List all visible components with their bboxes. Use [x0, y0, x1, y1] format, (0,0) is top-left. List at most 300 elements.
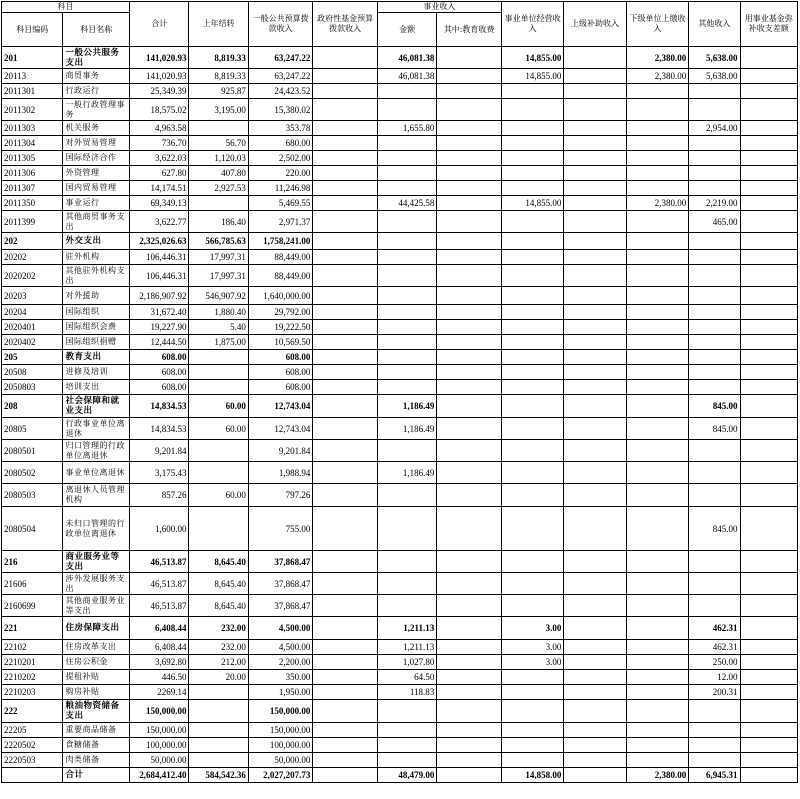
header-subject: 科目 — [2, 2, 130, 13]
cell-gov — [313, 617, 378, 640]
cell-upper — [564, 507, 626, 551]
cell-edu — [437, 99, 502, 121]
cell-lower — [626, 395, 688, 418]
cell-edu — [437, 685, 502, 700]
cell-code: 205 — [2, 350, 63, 365]
cell-total: 2,325,026.63 — [130, 233, 189, 250]
cell-name: 事业运行 — [63, 196, 130, 211]
cell-oper — [501, 462, 563, 484]
cell-upper — [564, 181, 626, 196]
table-row — [2, 723, 798, 738]
cell-other: 5,638.00 — [689, 69, 740, 84]
cell-oper: 3.00 — [501, 640, 563, 655]
cell-carry — [189, 380, 248, 395]
cell-lower — [626, 484, 688, 507]
table-row — [2, 595, 798, 617]
cell-fund — [740, 551, 797, 573]
cell-fund — [740, 305, 797, 320]
cell-total: 150,000.00 — [130, 723, 189, 738]
cell-fund — [740, 700, 797, 723]
cell-gov — [313, 320, 378, 335]
cell-amount: 1,655.80 — [377, 121, 436, 136]
cell-upper — [564, 418, 626, 440]
cell-total: 6,408.44 — [130, 617, 189, 640]
cell-code: 2050803 — [2, 380, 63, 395]
cell-other: 845.00 — [689, 418, 740, 440]
table-row — [2, 335, 798, 350]
cell-upper — [564, 211, 626, 233]
cell-general: 1,950.00 — [248, 685, 313, 700]
cell-lower — [626, 670, 688, 685]
cell-gov — [313, 462, 378, 484]
cell-edu — [437, 700, 502, 723]
cell-carry: 8,645.40 — [189, 595, 248, 617]
cell-name: 未归口管理的行政单位离退休 — [63, 507, 130, 551]
cell-oper — [501, 753, 563, 768]
cell-lower — [626, 99, 688, 121]
cell-edu — [437, 166, 502, 181]
cell-fund — [740, 365, 797, 380]
cell-name: 外资管理 — [63, 166, 130, 181]
cell-fund — [740, 507, 797, 551]
cell-lower: 2,380.00 — [626, 196, 688, 211]
cell-carry: 407.80 — [189, 166, 248, 181]
cell-edu — [437, 320, 502, 335]
cell-code: 20805 — [2, 418, 63, 440]
cell-total: 106,446.31 — [130, 250, 189, 265]
cell-fund — [740, 196, 797, 211]
cell-oper — [501, 670, 563, 685]
cell-general: 100,000.00 — [248, 738, 313, 753]
cell-carry — [189, 685, 248, 700]
cell-upper — [564, 462, 626, 484]
cell-code: 216 — [2, 551, 63, 573]
cell-total: 736.70 — [130, 136, 189, 151]
cell-upper — [564, 738, 626, 753]
cell-carry — [189, 738, 248, 753]
cell-fund — [740, 573, 797, 595]
cell-gov — [313, 573, 378, 595]
cell-other — [689, 380, 740, 395]
cell-carry — [189, 700, 248, 723]
cell-general: 37,868.47 — [248, 573, 313, 595]
cell-name: 其他商业服务业等支出 — [63, 595, 130, 617]
cell-general: 4,500.00 — [248, 617, 313, 640]
cell-amount: 1,186.49 — [377, 395, 436, 418]
cell-lower — [626, 723, 688, 738]
cell-lower — [626, 305, 688, 320]
cell-general: 10,569.50 — [248, 335, 313, 350]
cell-gov — [313, 670, 378, 685]
cell-upper — [564, 99, 626, 121]
cell-edu — [437, 640, 502, 655]
cell-upper — [564, 380, 626, 395]
cell-name: 进修及培训 — [63, 365, 130, 380]
cell-code: 2011350 — [2, 196, 63, 211]
cell-code: 2210202 — [2, 670, 63, 685]
cell-amount — [377, 136, 436, 151]
cell-other — [689, 265, 740, 287]
cell-gov — [313, 136, 378, 151]
cell-lower — [626, 753, 688, 768]
cell-total: 6,408.44 — [130, 640, 189, 655]
cell-gov — [313, 99, 378, 121]
cell-total: 14,174.51 — [130, 181, 189, 196]
cell-lower — [626, 507, 688, 551]
cell-oper — [501, 250, 563, 265]
cell-carry: 60.00 — [189, 484, 248, 507]
cell-amount: 1,186.49 — [377, 462, 436, 484]
cell-carry — [189, 507, 248, 551]
cell-code: 2011307 — [2, 181, 63, 196]
table-row — [2, 768, 798, 783]
cell-edu — [437, 617, 502, 640]
cell-code: 2011305 — [2, 151, 63, 166]
cell-oper: 14,855.00 — [501, 47, 563, 69]
cell-other: 462.31 — [689, 640, 740, 655]
cell-other: 462.31 — [689, 617, 740, 640]
cell-amount — [377, 305, 436, 320]
cell-code: 21606 — [2, 573, 63, 595]
cell-code: 22102 — [2, 640, 63, 655]
cell-name: 外交支出 — [63, 233, 130, 250]
cell-carry — [189, 196, 248, 211]
cell-lower — [626, 655, 688, 670]
cell-amount: 46,081.38 — [377, 69, 436, 84]
cell-name: 其他商贸事务支出 — [63, 211, 130, 233]
cell-other — [689, 753, 740, 768]
cell-name: 国际组织会费 — [63, 320, 130, 335]
cell-oper — [501, 320, 563, 335]
cell-gov — [313, 395, 378, 418]
cell-name: 国际组织捐赠 — [63, 335, 130, 350]
cell-general: 608.00 — [248, 380, 313, 395]
cell-oper: 3.00 — [501, 655, 563, 670]
cell-amount: 46,081.38 — [377, 47, 436, 69]
cell-edu — [437, 753, 502, 768]
cell-name: 培训支出 — [63, 380, 130, 395]
cell-name: 住房保障支出 — [63, 617, 130, 640]
cell-general: 63,247.22 — [248, 47, 313, 69]
cell-total: 18,575.02 — [130, 99, 189, 121]
cell-amount: 1,186.49 — [377, 418, 436, 440]
cell-code: 2210201 — [2, 655, 63, 670]
cell-total: 4,963.58 — [130, 121, 189, 136]
cell-name: 食糖储备 — [63, 738, 130, 753]
cell-total: 50,000.00 — [130, 753, 189, 768]
cell-carry: 186.40 — [189, 211, 248, 233]
cell-upper — [564, 335, 626, 350]
cell-name: 商业服务业等支出 — [63, 551, 130, 573]
cell-edu — [437, 670, 502, 685]
cell-edu — [437, 211, 502, 233]
cell-oper — [501, 418, 563, 440]
cell-total: 12,444.50 — [130, 335, 189, 350]
cell-oper — [501, 440, 563, 462]
cell-code: 2020202 — [2, 265, 63, 287]
cell-edu — [437, 395, 502, 418]
header-fund-balance: 用事业基金弥补收支差额 — [740, 2, 797, 47]
cell-oper — [501, 99, 563, 121]
cell-total: 3,622.77 — [130, 211, 189, 233]
cell-gov — [313, 84, 378, 99]
cell-code: 20203 — [2, 287, 63, 305]
cell-other — [689, 166, 740, 181]
table-row — [2, 700, 798, 723]
cell-fund — [740, 211, 797, 233]
cell-general: 4,500.00 — [248, 640, 313, 655]
cell-name: 驻外机构 — [63, 250, 130, 265]
cell-carry: 2,927.53 — [189, 181, 248, 196]
cell-fund — [740, 265, 797, 287]
cell-amount — [377, 265, 436, 287]
table-body — [2, 47, 798, 783]
cell-gov — [313, 166, 378, 181]
cell-gov — [313, 380, 378, 395]
cell-fund — [740, 640, 797, 655]
cell-code: 2020401 — [2, 320, 63, 335]
cell-total: 19,227.90 — [130, 320, 189, 335]
cell-other — [689, 250, 740, 265]
cell-upper — [564, 395, 626, 418]
cell-code: 2011304 — [2, 136, 63, 151]
cell-edu — [437, 484, 502, 507]
cell-edu — [437, 233, 502, 250]
cell-gov — [313, 551, 378, 573]
cell-lower — [626, 181, 688, 196]
cell-code: 2080503 — [2, 484, 63, 507]
cell-other — [689, 350, 740, 365]
cell-total: 31,672.40 — [130, 305, 189, 320]
cell-general: 15,380.02 — [248, 99, 313, 121]
cell-edu — [437, 335, 502, 350]
cell-edu — [437, 136, 502, 151]
table-row — [2, 265, 798, 287]
cell-general: 19,222.50 — [248, 320, 313, 335]
cell-general: 2,971.37 — [248, 211, 313, 233]
cell-fund — [740, 287, 797, 305]
cell-other — [689, 551, 740, 573]
cell-lower — [626, 233, 688, 250]
table-row — [2, 484, 798, 507]
cell-fund — [740, 418, 797, 440]
cell-carry: 232.00 — [189, 640, 248, 655]
cell-oper — [501, 305, 563, 320]
cell-upper — [564, 250, 626, 265]
cell-edu — [437, 418, 502, 440]
cell-total: 100,000.00 — [130, 738, 189, 753]
table-row — [2, 166, 798, 181]
table-row — [2, 617, 798, 640]
cell-carry: 3,195.00 — [189, 99, 248, 121]
cell-gov — [313, 700, 378, 723]
cell-name: 国际经济合作 — [63, 151, 130, 166]
cell-total: 1,600.00 — [130, 507, 189, 551]
cell-lower — [626, 335, 688, 350]
cell-upper — [564, 136, 626, 151]
cell-amount — [377, 211, 436, 233]
cell-upper — [564, 723, 626, 738]
table-row — [2, 395, 798, 418]
cell-edu — [437, 723, 502, 738]
cell-fund — [740, 99, 797, 121]
table-row — [2, 685, 798, 700]
table-row — [2, 47, 798, 69]
cell-oper — [501, 335, 563, 350]
cell-gov — [313, 211, 378, 233]
cell-gov — [313, 595, 378, 617]
cell-other — [689, 287, 740, 305]
cell-carry: 1,880.40 — [189, 305, 248, 320]
cell-name: 住房公积金 — [63, 655, 130, 670]
cell-edu — [437, 287, 502, 305]
cell-total: 2269.14 — [130, 685, 189, 700]
cell-amount — [377, 484, 436, 507]
header-total: 合计 — [130, 2, 189, 47]
cell-code: 20508 — [2, 365, 63, 380]
cell-total: 69,349.13 — [130, 196, 189, 211]
table-row — [2, 196, 798, 211]
cell-name: 涉外发展服务支出 — [63, 573, 130, 595]
cell-oper: 3.00 — [501, 617, 563, 640]
cell-carry — [189, 723, 248, 738]
cell-lower — [626, 380, 688, 395]
cell-other — [689, 335, 740, 350]
cell-oper: 14,855.00 — [501, 196, 563, 211]
cell-oper — [501, 365, 563, 380]
cell-oper — [501, 350, 563, 365]
cell-other — [689, 723, 740, 738]
cell-total: 46,513.87 — [130, 573, 189, 595]
cell-fund — [740, 462, 797, 484]
cell-name: 一般公共服务支出 — [63, 47, 130, 69]
cell-carry: 1,120.03 — [189, 151, 248, 166]
cell-other — [689, 84, 740, 99]
cell-gov — [313, 287, 378, 305]
cell-oper — [501, 395, 563, 418]
cell-general: 88,449.00 — [248, 250, 313, 265]
cell-edu — [437, 768, 502, 783]
cell-amount — [377, 507, 436, 551]
cell-other: 12.00 — [689, 670, 740, 685]
cell-amount: 64.50 — [377, 670, 436, 685]
cell-gov — [313, 418, 378, 440]
cell-upper — [564, 595, 626, 617]
cell-lower — [626, 84, 688, 99]
cell-code: 2080502 — [2, 462, 63, 484]
cell-oper — [501, 685, 563, 700]
cell-general: 11,246.98 — [248, 181, 313, 196]
cell-code: 202 — [2, 233, 63, 250]
cell-gov — [313, 723, 378, 738]
table-row — [2, 573, 798, 595]
table-row — [2, 380, 798, 395]
cell-upper — [564, 768, 626, 783]
cell-amount — [377, 250, 436, 265]
cell-name: 行政事业单位离退休 — [63, 418, 130, 440]
cell-general: 88,449.00 — [248, 265, 313, 287]
cell-name: 提租补贴 — [63, 670, 130, 685]
cell-upper — [564, 573, 626, 595]
cell-general: 12,743.04 — [248, 395, 313, 418]
header-carryover: 上年结转 — [189, 2, 248, 47]
cell-amount — [377, 84, 436, 99]
cell-general: 5,469.55 — [248, 196, 313, 211]
cell-other — [689, 462, 740, 484]
cell-upper — [564, 484, 626, 507]
cell-fund — [740, 47, 797, 69]
cell-upper — [564, 700, 626, 723]
cell-total: 46,513.87 — [130, 595, 189, 617]
cell-code: 2011399 — [2, 211, 63, 233]
cell-oper — [501, 551, 563, 573]
cell-other: 6,945.31 — [689, 768, 740, 783]
cell-oper — [501, 211, 563, 233]
cell-edu — [437, 84, 502, 99]
cell-code: 2160699 — [2, 595, 63, 617]
header-gov-fund: 政府性基金预算拨款收入 — [313, 2, 378, 47]
table-row — [2, 305, 798, 320]
cell-fund — [740, 181, 797, 196]
cell-lower — [626, 440, 688, 462]
cell-general: 220.00 — [248, 166, 313, 181]
cell-name: 离退休人员管理机构 — [63, 484, 130, 507]
table-row — [2, 181, 798, 196]
header-general-budget: 一般公共预算拨款收入 — [248, 2, 313, 47]
header-code: 科目编码 — [2, 13, 63, 47]
cell-fund — [740, 69, 797, 84]
cell-total: 627.80 — [130, 166, 189, 181]
cell-fund — [740, 768, 797, 783]
header-business-income: 事业收入 — [377, 2, 501, 13]
cell-gov — [313, 507, 378, 551]
cell-upper — [564, 685, 626, 700]
cell-edu — [437, 265, 502, 287]
cell-general: 797.26 — [248, 484, 313, 507]
table-row — [2, 136, 798, 151]
cell-lower — [626, 151, 688, 166]
cell-lower: 2,380.00 — [626, 69, 688, 84]
cell-total: 141,020.93 — [130, 47, 189, 69]
cell-total: 608.00 — [130, 365, 189, 380]
cell-total: 2,684,412.40 — [130, 768, 189, 783]
cell-other — [689, 440, 740, 462]
cell-name: 重要商品储备 — [63, 723, 130, 738]
cell-upper — [564, 320, 626, 335]
cell-name: 教育支出 — [63, 350, 130, 365]
cell-gov — [313, 47, 378, 69]
header-business-edu: 其中:教育收费 — [437, 13, 502, 47]
cell-amount — [377, 380, 436, 395]
cell-general: 150,000.00 — [248, 700, 313, 723]
cell-gov — [313, 181, 378, 196]
cell-upper — [564, 287, 626, 305]
header-lower-turnover: 下级单位上缴收入 — [626, 2, 688, 47]
cell-general: 755.00 — [248, 507, 313, 551]
cell-oper — [501, 233, 563, 250]
table-row — [2, 440, 798, 462]
cell-general: 350.00 — [248, 670, 313, 685]
cell-code: 2011306 — [2, 166, 63, 181]
table-row — [2, 211, 798, 233]
cell-gov — [313, 350, 378, 365]
cell-gov — [313, 265, 378, 287]
table-row — [2, 365, 798, 380]
cell-gov — [313, 121, 378, 136]
cell-amount — [377, 287, 436, 305]
cell-gov — [313, 305, 378, 320]
cell-other: 845.00 — [689, 395, 740, 418]
